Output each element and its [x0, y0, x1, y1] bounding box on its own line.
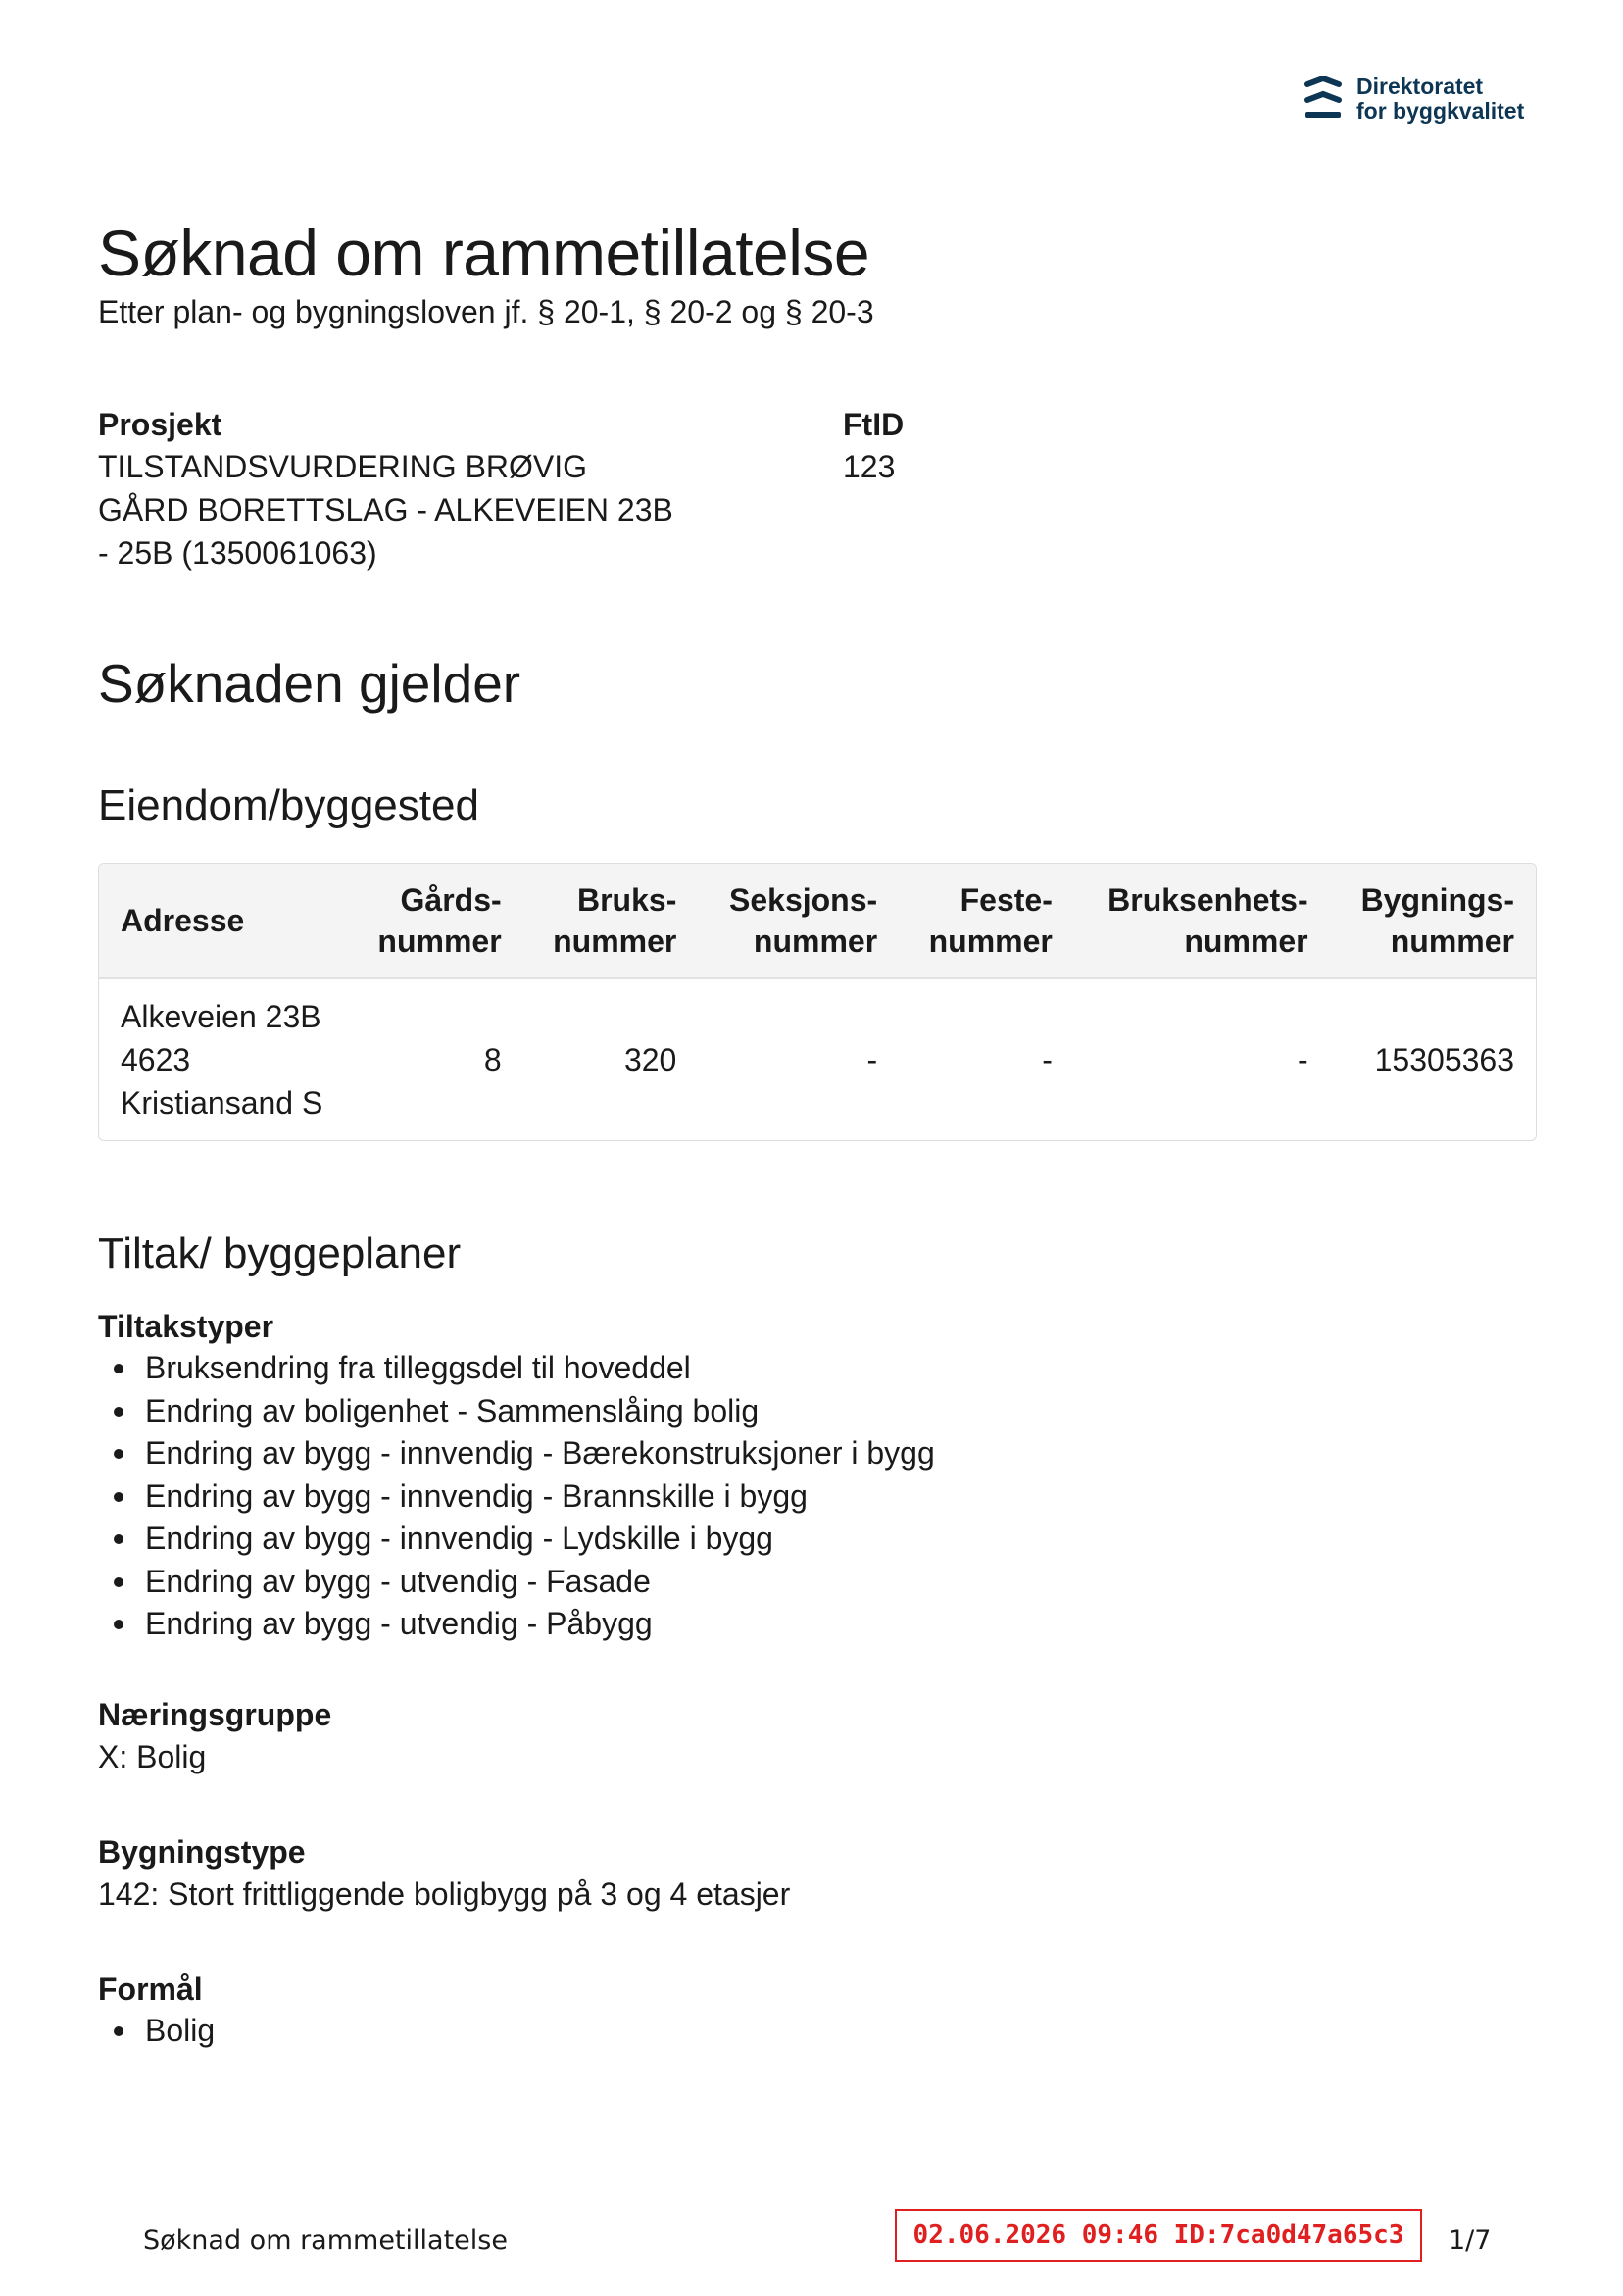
list-item: Endring av bygg - innvendig - Lydskille i bygg	[145, 1518, 935, 1561]
cell-bruksnummer: 320	[623, 1042, 677, 1077]
address-city: Kristiansand S	[121, 1085, 323, 1121]
cell-bruksenhetsnummer: -	[1297, 1042, 1308, 1077]
col-gardsnummer-line1: Gårds-	[400, 882, 502, 918]
col-bruksnummer	[523, 864, 699, 978]
footer-title: Søknad om rammetillatelse	[143, 2225, 508, 2256]
col-gardsnummer-line2: nummer	[377, 923, 502, 959]
col-bygningsnummer	[1330, 864, 1536, 978]
industry-block	[98, 1694, 331, 1778]
col-bruksenhetsnummer	[1074, 864, 1330, 978]
list-item: Endring av bygg - utvendig - Fasade	[145, 1561, 935, 1604]
purpose-block	[98, 1969, 215, 2053]
col-bygningsnummer-line2: nummer	[1390, 923, 1514, 959]
industry-label: Næringsgruppe	[98, 1697, 332, 1732]
col-festenummer-line1: Feste-	[959, 882, 1053, 918]
project-value: TILSTANDSVURDERING BRØVIG GÅRD BORETTSLAG - ALKEVEIEN 23B - 25B (1350061063)	[98, 449, 673, 571]
measure-types-block	[98, 1306, 935, 1646]
property-table	[98, 863, 1537, 1141]
cell-seksjonsnummer: -	[866, 1042, 878, 1077]
ftid-block	[843, 404, 904, 488]
list-item: Endring av boligenhet - Sammenslåing bolig	[145, 1390, 935, 1433]
col-festenummer-line2: nummer	[928, 923, 1053, 959]
cell-festenummer: -	[1042, 1042, 1053, 1077]
purpose-label: Formål	[98, 1972, 203, 2007]
col-bygningsnummer-line1: Bygnings-	[1360, 882, 1514, 918]
table-row	[99, 978, 1536, 1140]
col-bruksnummer-line2: nummer	[553, 923, 677, 959]
logo-text	[1356, 75, 1524, 124]
page-number: 1/7	[1449, 2225, 1492, 2256]
building-type-value: 142: Stort frittliggende boligbygg på 3 og 4 etasjer	[98, 1876, 791, 1912]
measures-heading: Tiltak/ byggeplaner	[98, 1229, 462, 1277]
list-item: Endring av bygg - utvendig - Påbygg	[145, 1603, 935, 1646]
cell-address	[99, 978, 348, 1140]
col-gardsnummer	[348, 864, 523, 978]
dibk-logo-icon	[1303, 76, 1343, 122]
address-postcode: 4623	[121, 1042, 191, 1077]
industry-value: X: Bolig	[98, 1739, 207, 1774]
col-seksjonsnummer-line2: nummer	[753, 923, 878, 959]
cell-gardsnummer: 8	[483, 1042, 502, 1077]
ftid-value: 123	[843, 449, 896, 484]
project-block	[98, 404, 686, 574]
logo-line-2: for byggkvalitet	[1356, 98, 1525, 124]
document-title: Søknad om rammetillatelse	[98, 217, 870, 289]
measure-types-list	[98, 1347, 935, 1646]
cell-bygningsnummer: 15305363	[1374, 1042, 1514, 1077]
col-festenummer	[899, 864, 1074, 978]
list-item: Endring av bygg - innvendig - Bærekonstruksjoner i bygg	[145, 1432, 935, 1475]
table-header-row	[99, 864, 1536, 978]
col-bruksenhetsnummer-line1: Bruksenhets-	[1107, 882, 1308, 918]
logo-line-1: Direktoratet	[1356, 74, 1484, 99]
measure-types-label: Tiltakstyper	[98, 1309, 274, 1344]
list-item: Bolig	[145, 2010, 215, 2053]
purpose-list	[98, 2010, 215, 2053]
col-address: Adresse	[121, 903, 245, 938]
building-type-block	[98, 1831, 790, 1916]
list-item: Endring av bygg - innvendig - Brannskille i bygg	[145, 1475, 935, 1519]
logo	[1303, 75, 1524, 124]
application-heading: Søknaden gjelder	[98, 653, 521, 714]
ftid-label: FtID	[843, 407, 905, 442]
project-label: Prosjekt	[98, 407, 222, 442]
col-seksjonsnummer	[698, 864, 899, 978]
document-subtitle: Etter plan- og bygningsloven jf. § 20-1, § 20-2 og § 20-3	[98, 294, 874, 329]
address-street: Alkeveien 23B	[121, 999, 321, 1034]
building-type-label: Bygningstype	[98, 1834, 306, 1870]
col-bruksenhetsnummer-line2: nummer	[1184, 923, 1308, 959]
list-item: Bruksendring fra tilleggsdel til hoveddel	[145, 1347, 935, 1390]
col-seksjonsnummer-line1: Seksjons-	[729, 882, 878, 918]
timestamp-stamp: 02.06.2026 09:46 ID:7ca0d47a65c3	[895, 2209, 1422, 2262]
property-heading: Eiendom/byggested	[98, 781, 479, 829]
col-bruksnummer-line1: Bruks-	[576, 882, 677, 918]
